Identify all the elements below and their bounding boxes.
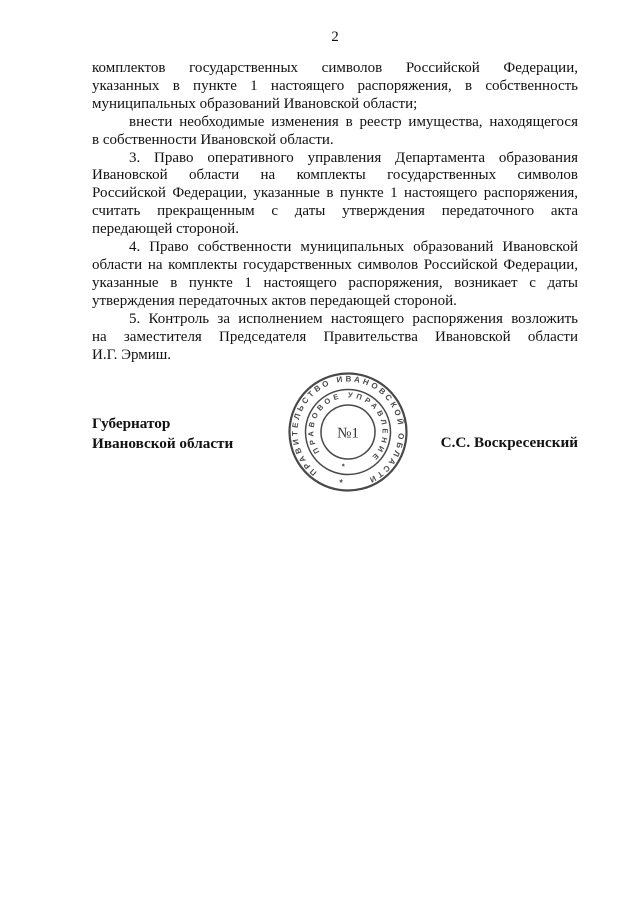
text-line: указанные в пункте 1 настоящего распоряжения, возникает с даты xyxy=(92,274,578,291)
text-line: муниципальных образований Ивановской области; xyxy=(92,95,418,112)
text-line: Российской Федерации, указанные в пункте 1 настоящего распоряжения, xyxy=(92,185,578,202)
stamp-outer-text: ПРАВИТЕЛЬСТВО ИВАНОВСКОЙ ОБЛАСТИ xyxy=(290,374,406,486)
text-line: области на комплекты государственных символов Российской Федерации, xyxy=(92,256,578,273)
text-line: 3. Право оперативного управления Департамента образования xyxy=(129,149,578,166)
stamp-inner-separator-star-icon: * xyxy=(340,461,346,472)
text-line: И.Г. Эрмиш. xyxy=(92,346,172,363)
signatory-title-line2: Ивановской области xyxy=(92,434,234,452)
page-number: 2 xyxy=(331,29,339,45)
signatory-title xyxy=(92,414,233,453)
signatory-name: С.С. Воскресенский xyxy=(440,434,578,451)
text-line: 5. Контроль за исполнением настоящего распоряжения возложить xyxy=(129,310,578,327)
stamp-number-label: №1 xyxy=(337,425,359,442)
text-line: Ивановской области на комплекты государственных символов xyxy=(92,167,578,184)
text-line: в собственности Ивановской области. xyxy=(92,131,334,148)
text-line: внести необходимые изменения в реестр имущества, находящегося xyxy=(129,113,578,130)
text-line: утверждения передаточных актов передающей стороной. xyxy=(92,292,457,309)
text-line: комплектов государственных символов Российской Федерации, xyxy=(92,60,578,76)
stamp-outer-separator-star-icon: * xyxy=(338,477,344,488)
text-line: на заместителя Председателя Правительства Ивановской области xyxy=(92,328,578,345)
text-line: указанных в пункте 1 настоящего распоряжения, в собственность xyxy=(92,77,578,94)
official-stamp-icon xyxy=(284,368,412,496)
stamp-inner-text: ПРАВОВОЕ УПРАВЛЕНИЕ xyxy=(306,390,390,464)
text-line: 4. Право собственности муниципальных образований Ивановской xyxy=(129,239,578,256)
text-line: передающей стороной. xyxy=(92,221,239,238)
text-line: считать прекращенным с даты утверждения передаточного акта xyxy=(92,203,578,220)
signatory-title-line1: Губернатор xyxy=(92,415,171,432)
document-body xyxy=(92,60,578,364)
